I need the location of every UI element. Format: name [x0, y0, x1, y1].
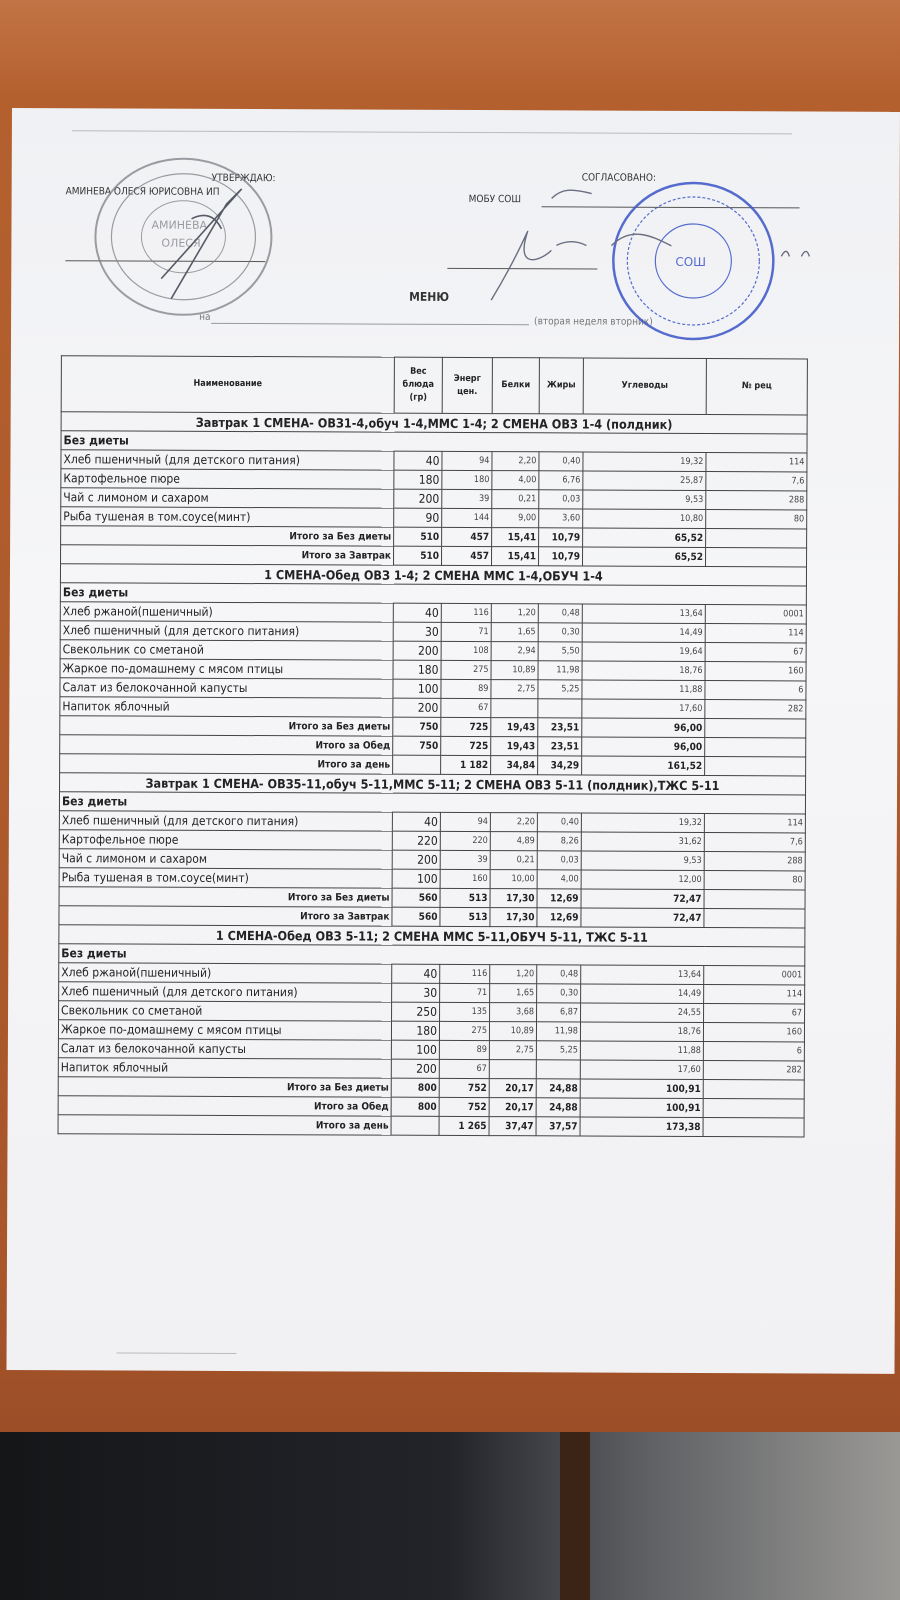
- cell-weight: 200: [393, 698, 441, 717]
- cell-carbs: 19,64: [582, 642, 705, 662]
- menu-table: [58, 355, 808, 1137]
- total-fat: 24,88: [536, 1098, 580, 1117]
- cell-weight: 40: [394, 451, 442, 470]
- cell-energy: 39: [442, 489, 492, 508]
- total-fat: 23,51: [538, 737, 582, 756]
- total-recipe: [704, 909, 805, 928]
- cell-recipe: 6: [703, 1042, 804, 1061]
- cell-name: Хлеб пшеничный (для детского питания): [59, 982, 392, 1002]
- cell-carbs: 19,32: [583, 452, 706, 472]
- total-row: [58, 1115, 804, 1137]
- menu-document: [6, 108, 899, 1374]
- cell-recipe: 0001: [704, 966, 805, 985]
- total-weight: 750: [393, 717, 441, 736]
- cell-recipe: 160: [705, 662, 806, 681]
- cell-name: Картофельное пюре: [59, 830, 392, 850]
- cell-energy: 160: [440, 869, 490, 888]
- total-energy: 725: [441, 717, 491, 736]
- cell-fat: [538, 699, 582, 718]
- cell-weight: 30: [392, 983, 440, 1002]
- total-protein: 37,47: [489, 1117, 536, 1136]
- cell-protein: 1,20: [490, 965, 537, 984]
- cell-carbs: 10,80: [583, 509, 706, 529]
- cell-weight: 100: [392, 869, 440, 888]
- cell-energy: 108: [441, 641, 491, 660]
- cell-fat: [536, 1060, 580, 1079]
- cell-protein: 2,20: [490, 813, 537, 832]
- total-carbs: 100,91: [580, 1098, 703, 1118]
- cell-fat: 0,48: [538, 604, 582, 623]
- total-protein: 20,17: [489, 1098, 536, 1117]
- cell-name: Жаркое по-домашнему с мясом птицы: [58, 1020, 391, 1040]
- cell-fat: 0,40: [539, 452, 583, 471]
- cell-name: Хлеб пшеничный (для детского питания): [61, 450, 394, 470]
- cell-recipe: 114: [706, 453, 807, 472]
- cell-energy: 39: [440, 850, 490, 869]
- cell-fat: 0,30: [538, 623, 582, 642]
- cell-fat: 5,50: [538, 642, 582, 661]
- total-energy: 752: [439, 1097, 489, 1116]
- cell-weight: 100: [391, 1040, 439, 1059]
- top-rule: [72, 130, 792, 134]
- total-name: Итого за Обед: [58, 1096, 391, 1116]
- cell-energy: 116: [440, 964, 490, 983]
- cell-protein: 1,65: [491, 623, 538, 642]
- cell-carbs: 24,55: [581, 1003, 704, 1023]
- table-header-row: [61, 356, 807, 415]
- total-recipe: [705, 757, 806, 776]
- column-header-carbs: Углеводы: [583, 358, 706, 415]
- desk-leg: [560, 1432, 590, 1600]
- menu-title: МЕНЮ: [409, 289, 450, 304]
- cell-recipe: 114: [704, 985, 805, 1004]
- diet-label: Без диеты: [59, 944, 805, 966]
- total-carbs: 65,52: [583, 547, 706, 567]
- cell-protein: 10,00: [490, 870, 537, 889]
- cell-fat: 3,60: [539, 509, 583, 528]
- section-title: 1 СМЕНА-Обед ОВЗ 1-4; 2 СМЕНА ММС 1-4,ОБУЧ 1-4: [60, 564, 806, 586]
- cell-carbs: 18,76: [580, 1022, 703, 1042]
- director-signature-line: [447, 268, 597, 270]
- column-header-weight: Вес блюда (гр): [394, 357, 442, 413]
- cell-name: Хлеб пшеничный (для детского питания): [60, 621, 393, 641]
- cell-name: Чай с лимоном и сахаром: [61, 488, 394, 508]
- cell-fat: 4,00: [537, 870, 581, 889]
- cell-carbs: 9,53: [581, 851, 704, 871]
- cell-protein: 2,75: [491, 680, 538, 699]
- cell-recipe: 67: [705, 643, 806, 662]
- total-weight: 510: [394, 527, 442, 546]
- diet-label: Без диеты: [59, 792, 805, 814]
- total-fat: 10,79: [539, 528, 583, 547]
- bottom-rule: [117, 1352, 237, 1354]
- cell-weight: 30: [393, 622, 441, 641]
- cell-protein: [489, 1060, 536, 1079]
- total-recipe: [703, 1080, 804, 1099]
- cell-protein: 2,20: [492, 452, 539, 471]
- total-carbs: 72,47: [581, 889, 704, 909]
- cell-fat: 0,40: [537, 813, 581, 832]
- total-fat: 12,69: [537, 908, 581, 927]
- total-recipe: [706, 529, 807, 548]
- cell-protein: 1,65: [490, 984, 537, 1003]
- cell-protein: 10,89: [489, 1022, 536, 1041]
- cell-protein: 1,20: [491, 604, 538, 623]
- week-note: (вторая неделя вторник): [534, 316, 653, 328]
- total-name: Итого за Завтрак: [59, 906, 392, 926]
- total-fat: 24,88: [536, 1079, 580, 1098]
- cell-recipe: 288: [704, 852, 805, 871]
- cell-weight: 200: [393, 641, 441, 660]
- cell-name: Картофельное пюре: [61, 469, 394, 489]
- cell-weight: 180: [393, 660, 441, 679]
- cell-recipe: 160: [703, 1023, 804, 1042]
- cell-energy: 67: [439, 1059, 489, 1078]
- cell-name: Напиток яблочный: [58, 1058, 391, 1078]
- total-carbs: 96,00: [582, 718, 705, 738]
- cell-protein: 4,00: [492, 471, 539, 490]
- total-recipe: [706, 548, 807, 567]
- cell-carbs: 17,60: [582, 699, 705, 719]
- cell-fat: 5,25: [536, 1041, 580, 1060]
- total-energy: 725: [441, 736, 491, 755]
- total-weight: 560: [392, 888, 440, 907]
- total-name: Итого за день: [60, 754, 393, 774]
- cell-recipe: 288: [706, 491, 807, 510]
- cell-carbs: 13,64: [581, 965, 704, 985]
- cell-fat: 0,03: [539, 490, 583, 509]
- total-name: Итого за Без диеты: [61, 526, 394, 546]
- cell-recipe: 282: [705, 700, 806, 719]
- cell-recipe: 114: [704, 814, 805, 833]
- total-energy: 513: [440, 907, 490, 926]
- cell-name: Чай с лимоном и сахаром: [59, 849, 392, 869]
- cell-energy: 89: [441, 679, 491, 698]
- column-header-name: Наименование: [61, 356, 394, 413]
- total-protein: 34,84: [491, 756, 538, 775]
- approver-name: АМИНЕВА ОЛЕСЯ ЮРИСОВНА ИП: [65, 186, 220, 198]
- cell-name: Салат из белокочанной капусты: [60, 678, 393, 698]
- cell-weight: 200: [392, 850, 440, 869]
- cell-name: Хлеб ржаной(пшеничный): [60, 602, 393, 622]
- cell-energy: 135: [440, 1002, 490, 1021]
- cell-fat: 5,25: [538, 680, 582, 699]
- cell-carbs: 14,49: [582, 623, 705, 643]
- total-protein: 20,17: [489, 1079, 536, 1098]
- cell-name: Напиток яблочный: [60, 697, 393, 717]
- cell-weight: 90: [394, 508, 442, 527]
- agreed-label: СОГЛАСОВАНО:: [581, 172, 657, 184]
- cell-name: Рыба тушеная в том.соусе(минт): [59, 868, 392, 888]
- total-recipe: [705, 719, 806, 738]
- cell-protein: 4,89: [490, 832, 537, 851]
- cell-energy: 94: [440, 812, 490, 831]
- cell-fat: 8,26: [537, 832, 581, 851]
- total-fat: 34,29: [538, 756, 582, 775]
- total-energy: 513: [440, 888, 490, 907]
- cell-protein: 2,94: [491, 642, 538, 661]
- cell-name: Свекольник со сметаной: [60, 640, 393, 660]
- cell-weight: 40: [392, 964, 440, 983]
- cell-name: Хлеб ржаной(пшеничный): [59, 963, 392, 983]
- total-weight: 560: [392, 907, 440, 926]
- cell-recipe: 0001: [705, 605, 806, 624]
- cell-energy: 67: [441, 698, 491, 717]
- total-carbs: 72,47: [581, 908, 704, 928]
- cell-energy: 71: [440, 983, 490, 1002]
- total-protein: 17,30: [490, 908, 537, 927]
- left-signature: [161, 189, 241, 299]
- cell-weight: 100: [393, 679, 441, 698]
- column-header-energy: Энерг цен.: [442, 357, 492, 413]
- cell-carbs: 11,88: [580, 1041, 703, 1061]
- section-title: Завтрак 1 СМЕНА- ОВЗ1-4,обуч 1-4,ММС 1-4; 2 СМЕНА ОВЗ 1-4 (полдник): [61, 412, 807, 434]
- total-energy: 1 182: [441, 755, 491, 774]
- total-fat: 12,69: [537, 889, 581, 908]
- total-weight: 800: [391, 1097, 439, 1116]
- total-name: Итого за день: [58, 1115, 391, 1135]
- section-title: Завтрак 1 СМЕНА- ОВЗ5-11,обуч 5-11,ММС 5-11; 2 СМЕНА ОВЗ 5-11 (полдник),ТЖС 5-11: [60, 773, 806, 795]
- cell-energy: 144: [442, 508, 492, 527]
- cell-name: Свекольник со сметаной: [59, 1001, 392, 1021]
- floor-background: [0, 1432, 900, 1600]
- cell-fat: 11,98: [536, 1022, 580, 1041]
- cell-recipe: 67: [704, 1004, 805, 1023]
- total-weight: [393, 755, 441, 774]
- total-recipe: [704, 890, 805, 909]
- cell-recipe: 282: [703, 1061, 804, 1080]
- cell-carbs: 17,60: [580, 1060, 703, 1080]
- cell-fat: 6,76: [539, 471, 583, 490]
- total-carbs: 65,52: [583, 528, 706, 548]
- total-fat: 23,51: [538, 718, 582, 737]
- total-name: Итого за Без диеты: [58, 1077, 391, 1097]
- cell-protein: 0,21: [490, 851, 537, 870]
- cell-fat: 0,30: [537, 984, 581, 1003]
- total-weight: 510: [394, 546, 442, 565]
- cell-carbs: 25,87: [583, 471, 706, 491]
- total-name: Итого за Завтрак: [61, 545, 394, 565]
- section-title: 1 СМЕНА-Обед ОВЗ 5-11; 2 СМЕНА ММС 5-11,ОБУЧ 5-11, ТЖС 5-11: [59, 925, 805, 947]
- cell-fat: 11,98: [538, 661, 582, 680]
- diet-label: Без диеты: [61, 431, 807, 453]
- total-recipe: [703, 1099, 804, 1118]
- total-carbs: 100,91: [580, 1079, 703, 1099]
- cell-carbs: 19,32: [581, 813, 704, 833]
- total-name: Итого за Без диеты: [59, 887, 392, 907]
- cell-weight: 40: [393, 603, 441, 622]
- cell-carbs: 18,76: [582, 661, 705, 681]
- cell-weight: 200: [394, 489, 442, 508]
- cell-protein: 2,75: [489, 1041, 536, 1060]
- total-protein: 17,30: [490, 889, 537, 908]
- cell-energy: 94: [442, 451, 492, 470]
- total-protein: 19,43: [491, 718, 538, 737]
- cell-weight: 220: [392, 831, 440, 850]
- total-name: Итого за Без диеты: [60, 716, 393, 736]
- cell-energy: 116: [441, 603, 491, 622]
- svg-text:АМИНЕВА: АМИНЕВА: [151, 218, 208, 232]
- cell-name: Салат из белокочанной капусты: [58, 1039, 391, 1059]
- approve-label: УТВЕРЖДАЮ:: [211, 172, 276, 185]
- cell-energy: 180: [442, 470, 492, 489]
- total-weight: 800: [391, 1078, 439, 1097]
- total-carbs: 96,00: [582, 737, 705, 757]
- cell-protein: [491, 699, 538, 718]
- cell-recipe: 80: [704, 871, 805, 890]
- total-energy: 1 265: [439, 1116, 489, 1135]
- cell-carbs: 9,53: [583, 490, 706, 510]
- cell-weight: 200: [391, 1059, 439, 1078]
- total-recipe: [703, 1118, 804, 1137]
- total-protein: 19,43: [491, 737, 538, 756]
- cell-name: Хлеб пшеничный (для детского питания): [59, 811, 392, 831]
- cell-carbs: 12,00: [581, 870, 704, 890]
- cell-carbs: 31,62: [581, 832, 704, 852]
- cell-energy: 275: [441, 660, 491, 679]
- total-fat: 37,57: [536, 1117, 580, 1136]
- column-header-recipe: № рец: [706, 359, 807, 415]
- date-on-label: на: [199, 311, 211, 323]
- total-carbs: 173,38: [580, 1117, 703, 1137]
- total-carbs: 161,52: [582, 756, 705, 776]
- total-protein: 15,41: [492, 528, 539, 547]
- cell-recipe: 7,6: [706, 472, 807, 491]
- total-energy: 752: [439, 1078, 489, 1097]
- cell-carbs: 14,49: [581, 984, 704, 1004]
- cell-fat: 0,48: [537, 965, 581, 984]
- cell-fat: 0,03: [537, 851, 581, 870]
- school-line: [542, 206, 800, 208]
- cell-energy: 89: [439, 1040, 489, 1059]
- total-name: Итого за Обед: [60, 735, 393, 755]
- cell-name: Жаркое по-домашнему с мясом птицы: [60, 659, 393, 679]
- approver-signature-line: [65, 260, 265, 262]
- cell-weight: 180: [391, 1021, 439, 1040]
- total-protein: 15,41: [492, 547, 539, 566]
- total-fat: 10,79: [539, 547, 583, 566]
- cell-protein: 9,00: [492, 509, 539, 528]
- date-line: [211, 323, 529, 325]
- cell-carbs: 11,88: [582, 680, 705, 700]
- cell-weight: 40: [392, 812, 440, 831]
- total-weight: [391, 1116, 439, 1135]
- cell-name: Рыба тушеная в том.соусе(минт): [61, 507, 394, 527]
- cell-recipe: 6: [705, 681, 806, 700]
- school-label: МОБУ СОШ: [468, 193, 521, 206]
- column-header-protein: Белки: [492, 358, 539, 414]
- total-energy: 457: [442, 527, 492, 546]
- cell-fat: 6,87: [537, 1003, 581, 1022]
- diet-label: Без диеты: [60, 583, 806, 605]
- cell-energy: 71: [441, 622, 491, 641]
- total-weight: 750: [393, 736, 441, 755]
- total-recipe: [705, 738, 806, 757]
- cell-recipe: 80: [706, 510, 807, 529]
- cell-weight: 180: [394, 470, 442, 489]
- cell-carbs: 13,64: [582, 604, 705, 624]
- cell-recipe: 7,6: [704, 833, 805, 852]
- column-header-fat: Жиры: [539, 358, 583, 414]
- cell-protein: 10,89: [491, 661, 538, 680]
- cell-energy: 220: [440, 831, 490, 850]
- cell-recipe: 114: [705, 624, 806, 643]
- svg-text:СОШ: СОШ: [675, 254, 707, 270]
- svg-text:ОЛЕСЯ: ОЛЕСЯ: [161, 236, 201, 250]
- cell-protein: 0,21: [492, 490, 539, 509]
- cell-weight: 250: [392, 1002, 440, 1021]
- cell-energy: 275: [439, 1021, 489, 1040]
- cell-protein: 3,68: [490, 1003, 537, 1022]
- total-energy: 457: [442, 546, 492, 565]
